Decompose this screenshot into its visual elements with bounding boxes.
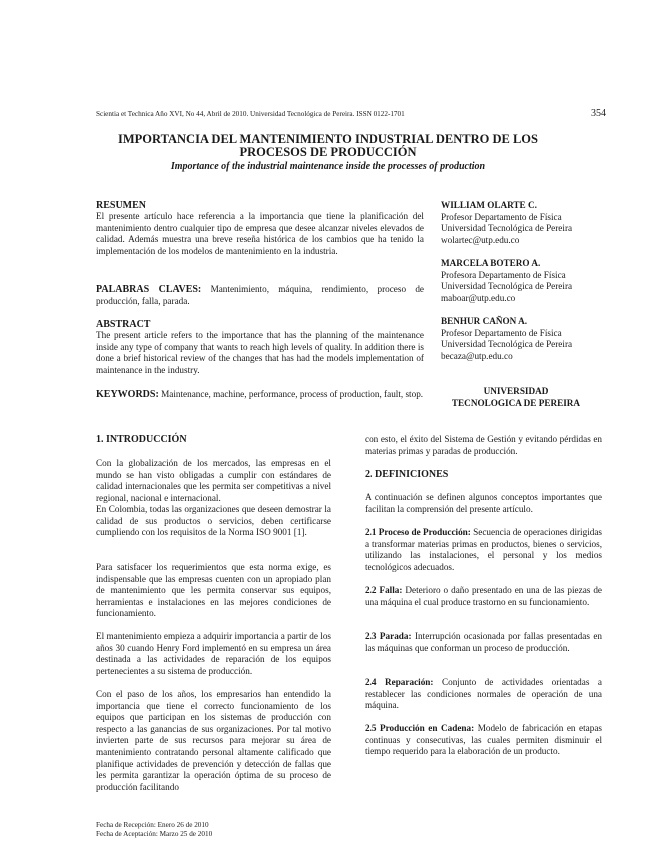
university-name (441, 386, 591, 409)
definitions-heading: 2. DEFINICIONES (365, 469, 449, 480)
abstract-heading: ABSTRACT (96, 319, 151, 330)
accepted-date: Fecha de Aceptación: Marzo 25 de 2010 (96, 830, 213, 839)
palabras-claves-text: Mantenimiento, máquina, rendimiento, proceso de producción, falla, parada. (96, 284, 425, 306)
definition-5-text: Modelo de fabricación en etapas continuas y consecutivas, las cuales permiten disminuir el tiempo requerido para la elaboración de un producto. (365, 723, 602, 757)
author-block-1 (441, 200, 611, 246)
definition-2 (365, 585, 602, 608)
definition-4 (365, 677, 602, 712)
intro-paragraph-4: El mantenimiento empieza a adquirir importancia a partir de los años 30 cuando Henry Ford implementó en su empresa un área destinada a las actividades de reparación de los equipos pertenecientes a su sistema de producción. (96, 631, 331, 676)
definition-2-text: Deterioro o daño presentado en una de las piezas de una máquina el cual produce trastorno en su funcionamiento. (365, 585, 602, 607)
definition-1-label: 2.1 Proceso de Producción: (365, 527, 471, 537)
page-number: 354 (591, 108, 606, 119)
paper-title: IMPORTANCIA DEL MANTENIMIENTO INDUSTRIAL DENTRO DE LOS PROCESOS DE PRODUCCIÓN (117, 132, 538, 159)
author-name: BENHUR CAÑON A. (441, 316, 528, 326)
received-date: Fecha de Recepción: Enero 26 de 2010 (96, 821, 209, 829)
author-block-3 (441, 316, 611, 362)
palabras-claves (96, 284, 424, 307)
definition-1-text: Secuencia de operaciones dirigidas a transformar materias primas en productos, bienes o servicios, utilizando las instalaciones, el personal y los medios tecnológicos adecuados. (365, 527, 603, 572)
resumen-heading: RESUMEN (96, 200, 147, 211)
author-role: Profesora Departamento de Física (441, 269, 566, 280)
author-email: maboar@utp.edu.co (441, 292, 516, 303)
author-institution: Universidad Tecnológica de Pereira (441, 223, 573, 234)
intro-paragraph-3: Para satisfacer los requerimientos que esta norma exige, es indispensable que las empresas cuenten con un apropiado plan de mantenimiento que les permita conservar sus equipos, herramientas e instalaciones en las mejores condiciones de funcionamiento. (96, 562, 331, 619)
author-email: wolartec@utp.edu.co (441, 234, 520, 245)
intro-heading: 1. INTRODUCCIÓN (96, 434, 187, 445)
palabras-claves-label: PALABRAS CLAVES: (96, 284, 202, 295)
author-block-2 (441, 258, 611, 304)
definition-5 (365, 723, 602, 758)
author-name: WILLIAM OLARTE C. (441, 200, 537, 210)
definition-5-label: 2.5 Producción en Cadena: (365, 723, 475, 733)
definitions-intro: A continuación se definen algunos conceptos importantes que facilitan la comprensión del presente artículo. (365, 492, 602, 514)
intro-paragraph-2: En Colombia, todas las organizaciones que deseen demostrar la calidad de sus productos o servicios, deben certificarse cumpliendo con los requisitos de la Norma ISO 9001 [1]. (96, 504, 331, 538)
author-role: Profesor Departamento de Física (441, 327, 562, 338)
intro-continuation: con esto, el éxito del Sistema de Gestión y evitando pérdidas en materias primas y paradas de producción. (365, 434, 602, 456)
keywords-text: Maintenance, machine, performance, process of production, fault, stop. (161, 389, 424, 399)
resumen-text: El presente artículo hace referencia a la importancia que tiene la planificación del mantenimiento dentro cualquier tipo de empresa que desee alcanzar niveles elevados de calidad. Además muestra una breve reseña histórica de los cambios que ha tenido la implementación de los modelos de mantenimiento en la industria. (96, 211, 424, 256)
author-institution: Universidad Tecnológica de Pereira (441, 281, 573, 292)
university-line-1: UNIVERSIDAD (483, 386, 549, 396)
keywords (96, 389, 424, 401)
definition-1 (365, 527, 602, 573)
definition-3-label: 2.3 Parada: (365, 631, 412, 641)
running-head: Scientia et Technica Año XVI, No 44, Abril de 2010. Universidad Tecnológica de Pereira. ISSN 0122-1701 (96, 110, 405, 118)
definition-3 (365, 631, 602, 654)
definition-4-label: 2.4 Reparación: (365, 677, 434, 687)
intro-paragraph-1: Con la globalización de los mercados, las empresas en el mundo se han visto obligadas a cumplir con estándares de calidad internacionales que les permita ser competitivas a nivel regional, nacional e internacional. (96, 458, 331, 503)
definition-4-text: Conjunto de actividades orientadas a restablecer las condiciones normales de operación de una máquina. (365, 677, 602, 711)
author-name: MARCELA BOTERO A. (441, 258, 541, 268)
author-institution: Universidad Tecnológica de Pereira (441, 339, 573, 350)
keywords-label: KEYWORDS: (96, 389, 159, 400)
footnote (96, 821, 346, 840)
definition-3-text: Interrupción ocasionada por fallas presentadas en las máquinas que conforman un proceso de producción. (365, 631, 603, 653)
university-line-2: TECNOLOGICA DE PEREIRA (451, 397, 581, 408)
definition-2-label: 2.2 Falla: (365, 585, 403, 595)
abstract-text: The present article refers to the importance that has the planning of the maintenance inside any type of company that wants to reach high levels of quality. In addition there is done a brief historical review of the changes that has had the models implementation of maintenance in the industry. (96, 330, 424, 375)
intro-paragraph-5: Con el paso de los años, los empresarios han entendido la importancia que tiene el correcto funcionamiento de los equipos que participan en los sistemas de producción con respecto a las ganancias de sus organizaciones. Por tal motivo invierten parte de sus recursos para mejorar su área de mantenimiento contratando personal altamente calificado que planifique actividades de prevención y detección de fallas que les permita garantizar la operación óptima de su proceso de producción facilitando (96, 689, 331, 792)
author-role: Profesor Departamento de Física (441, 211, 562, 222)
paper-title-english: Importance of the industrial maintenance inside the processes of production (170, 161, 486, 172)
author-email: becaza@utp.edu.co (441, 350, 513, 361)
